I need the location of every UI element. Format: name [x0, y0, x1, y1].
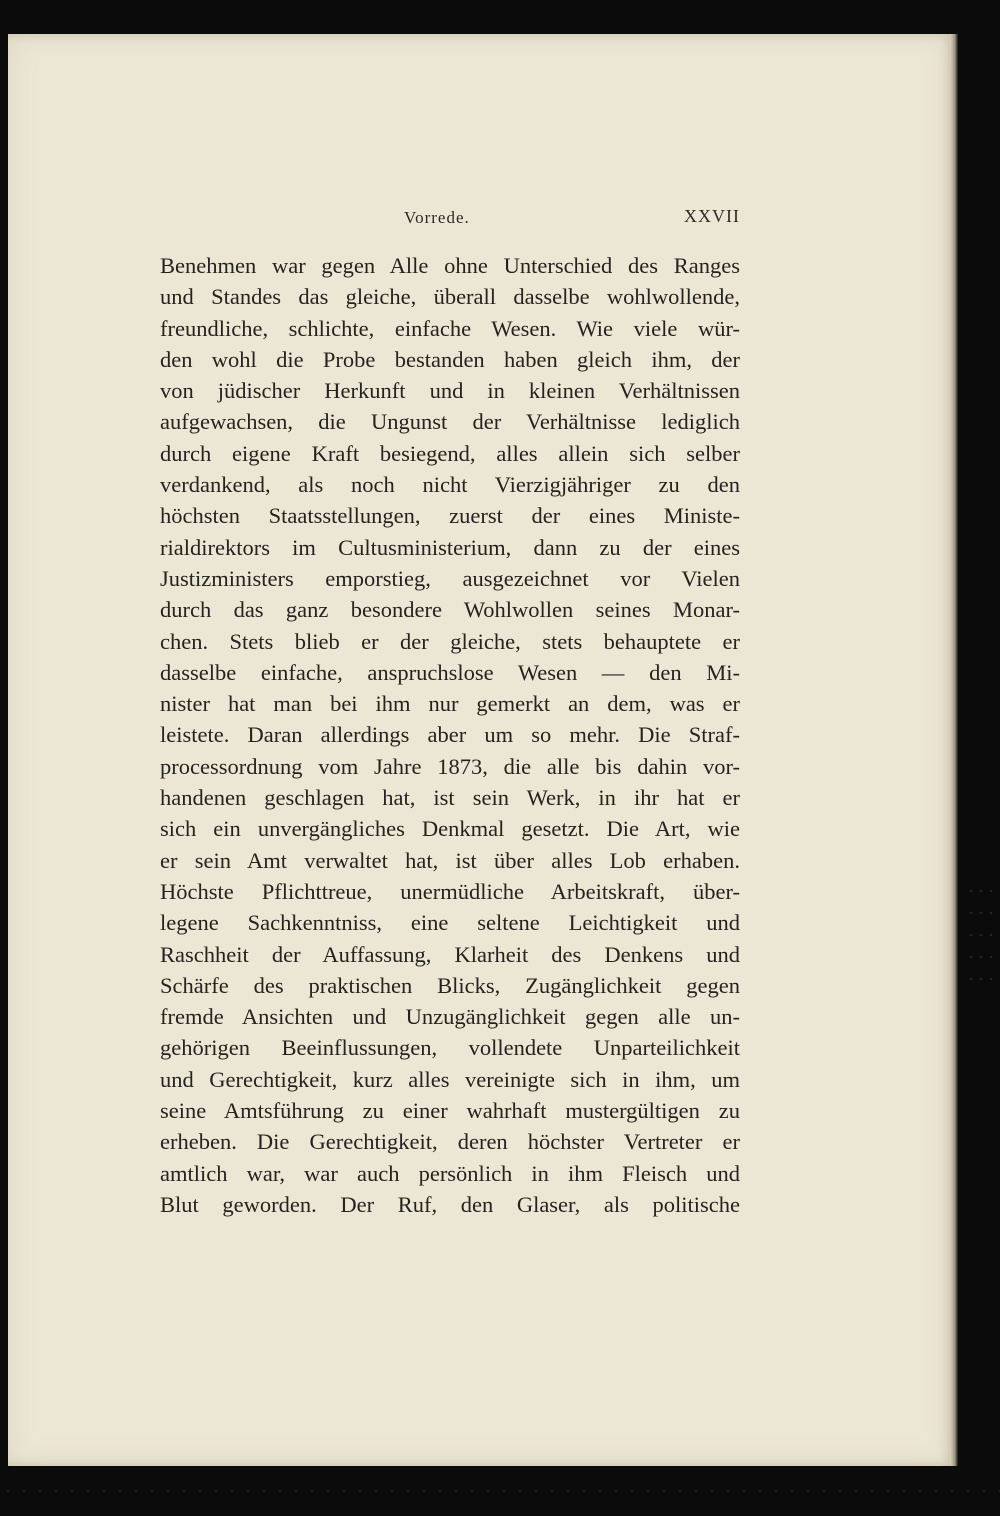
text-line: nister hat man bei ihm nur gemerkt an dem, was er — [160, 691, 740, 717]
text-line: Schärfe des praktischen Blicks, Zugänglichkeit gegen — [160, 972, 740, 998]
text-line: fremde Ansichten und Unzugänglichkeit gegen alle un- — [160, 1004, 740, 1030]
text-line: processordnung vom Jahre 1873, die alle bis dahin vor- — [160, 753, 740, 779]
text-line: freundliche, schlichte, einfache Wesen. Wie viele wür- — [160, 315, 740, 341]
text-line: er sein Amt verwaltet hat, ist über alles Lob erhaben. — [160, 847, 740, 873]
text-line: höchsten Staatsstellungen, zuerst der eines Ministe- — [160, 503, 740, 529]
page-number: XXVII — [684, 206, 740, 226]
text-line: chen. Stets blieb er der gleiche, stets behauptete er — [160, 628, 740, 654]
running-title: Vorrede. — [404, 208, 470, 227]
text-line: den wohl die Probe bestanden haben gleich ihm, der — [160, 346, 740, 372]
text-line: legene Sachkenntniss, eine seltene Leichtigkeit und — [160, 910, 740, 936]
text-line: amtlich war, war auch persönlich in ihm Fleisch und — [160, 1160, 740, 1186]
text-line: aufgewachsen, die Ungunst der Verhältnisse lediglich — [160, 409, 740, 435]
text-line: und Standes das gleiche, überall dasselbe wohlwollende, — [160, 284, 740, 310]
text-line: rialdirektors im Cultusministerium, dann zu der eines — [160, 534, 740, 560]
text-line: gehörigen Beeinflussungen, vollendete Unparteilichkeit — [160, 1035, 740, 1061]
page-edge — [950, 34, 958, 1466]
running-head — [160, 208, 740, 238]
text-line: sich ein unvergängliches Denkmal gesetzt. Die Art, wie — [160, 816, 740, 842]
text-line: von jüdischer Herkunft und in kleinen Verhältnissen — [160, 378, 740, 404]
text-line: leistete. Daran allerdings aber um so mehr. Die Straf- — [160, 722, 740, 748]
text-line: Justizministers emporstieg, ausgezeichnet vor Vielen — [160, 565, 740, 591]
text-line: Höchste Pflichttreue, unermüdliche Arbeitskraft, über- — [160, 878, 740, 904]
text-line: Benehmen war gegen Alle ohne Unterschied des Ranges — [160, 253, 740, 278]
text-line: durch eigene Kraft besiegend, alles allein sich selber — [160, 440, 740, 466]
scan-bottom-marks — [0, 1486, 1000, 1496]
text-line: handenen geschlagen hat, ist sein Werk, in ihr hat er — [160, 785, 740, 811]
body-text — [160, 250, 740, 1220]
scan-margin-marks — [966, 880, 996, 1000]
text-line: und Gerechtigkeit, kurz alles vereinigte sich in ihm, um — [160, 1066, 740, 1092]
text-line: verdankend, als noch nicht Vierzigjähriger zu den — [160, 472, 740, 498]
text-line: erheben. Die Gerechtigkeit, deren höchster Vertreter er — [160, 1129, 740, 1155]
text-line: Blut geworden. Der Ruf, den Glaser, als politische — [160, 1191, 740, 1217]
text-line: Raschheit der Auffassung, Klarheit des Denkens und — [160, 941, 740, 967]
text-line: durch das ganz besondere Wohlwollen seines Monar- — [160, 597, 740, 623]
text-line: dasselbe einfache, anspruchslose Wesen — den Mi- — [160, 659, 740, 685]
text-line: seine Amtsführung zu einer wahrhaft mustergültigen zu — [160, 1098, 740, 1124]
